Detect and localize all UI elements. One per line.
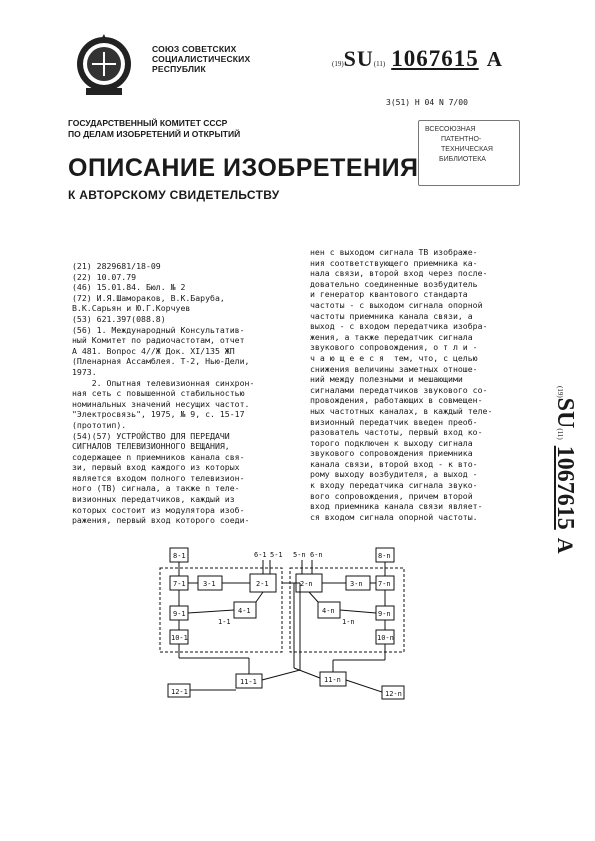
label-4-1: 4-1 (238, 607, 251, 615)
text-line: ражения, первый вход которого соеди- (72, 515, 250, 526)
label-3-n: 3-n (350, 580, 363, 588)
text-line: визионных передатчиков, каждый из (72, 494, 235, 505)
text-line: ная сеть с повышенной стабильностью (72, 388, 245, 399)
label-2-n: 2-n (300, 580, 313, 588)
text-line: торого подключен к выходу сигнала (310, 437, 473, 448)
text-line: ся входом сигнала опорной частоты. (310, 511, 478, 522)
label-7-1: 7-1 (173, 580, 186, 588)
text-line: зи, первый вход каждого из которых (72, 462, 240, 473)
text-line: довательно соединенные возбудитель (310, 278, 478, 289)
document-title: ОПИСАНИЕ ИЗОБРЕТЕНИЯ (68, 154, 419, 182)
label-2-1: 2-1 (256, 580, 269, 588)
label-8-n: 8-n (378, 552, 391, 560)
text-line: содержащее n приемников канала свя- (72, 451, 245, 462)
label-4-n: 4-n (322, 607, 335, 615)
text-line: (72) И.Я.Шамораков, В.К.Баруба, (72, 292, 225, 303)
text-line: (Пленарная Ассамблея. Т-2, Нью-Дели, (72, 356, 250, 367)
bibliographic-column (72, 261, 254, 526)
text-line: и генератор квантового стандарта (310, 289, 468, 300)
text-line: В.К.Сарьян и Ю.Г.Корчуев (72, 303, 191, 314)
text-line: ч а ю щ е е с я тем, что, с целью (310, 352, 478, 363)
label-11-n: 11-n (324, 676, 341, 684)
text-line: ного (ТВ) сигнала, а также n теле- (72, 483, 240, 494)
vertical-patent-number: (19)SU(11)1067615A (552, 386, 578, 554)
text-line: звукового сопровождения, о т л и - (310, 342, 478, 353)
text-line: ния соответствующего приемника ка- (310, 257, 478, 268)
text-line: ний между полезными и мешающими (310, 374, 463, 385)
text-line: (53) 621.397(088.8) (72, 313, 166, 324)
text-line: "Электросвязь", 1975, № 9, с. 15-17 (72, 409, 245, 420)
text-line: является входом полного телевизион- (72, 472, 245, 483)
label-9-1: 9-1 (173, 610, 186, 618)
committee-name: ГОСУДАРСТВЕННЫЙ КОМИТЕТ СССР ПО ДЕЛАМ ИЗОБРЕТЕНИЙ И ОТКРЫТИЙ (68, 118, 241, 139)
text-line: ный Комитет по радиочастотам, отчет (72, 335, 245, 346)
text-line: провождения, работающих в совмещен- (310, 395, 483, 406)
text-line: сигналами передатчиков звукового со- (310, 384, 488, 395)
text-line: СИГНАЛОВ ТЕЛЕВИЗИОННОГО ВЕЩАНИЯ, (72, 441, 230, 452)
text-line: (54)(57) УСТРОЙСТВО ДЛЯ ПЕРЕДАЧИ (72, 430, 230, 441)
label-10-n: 10-n (377, 634, 394, 642)
text-line: (21) 2829681/18-09 (72, 261, 161, 271)
label-12-1: 12-1 (171, 688, 188, 696)
text-line: нен с выходом сигнала ТВ изображе- (310, 247, 478, 257)
label-6-1: 6-1 (254, 551, 267, 559)
label-5-1: 5-1 (270, 551, 283, 559)
text-line: канала связи, второй вход - к вто- (310, 458, 478, 469)
text-line: к входу передатчика сигнала звуко- (310, 480, 478, 491)
label-6-n: 6-n (310, 551, 323, 559)
claims-column (310, 247, 492, 522)
text-line: А 481. Вопрос 4//Ж Док. XI/135 ЖП (72, 345, 235, 356)
text-line: которых состоит из модулятора изоб- (72, 504, 245, 515)
text-line: вого сопровождения, причем второй (310, 490, 473, 501)
label-10-1: 10-1 (171, 634, 188, 642)
patent-identifier: (19)SU(11) 1067615 A (332, 46, 502, 71)
text-line: частоты приемника канала связи, а (310, 310, 473, 321)
library-stamp: ВСЕСОЮЗНАЯ ПАТЕНТНО-ТЕХНИЧЕСКАЯ БИБЛИОТЕКА (418, 120, 520, 186)
text-line: 2. Опытная телевизионная синхрон- (72, 377, 255, 388)
label-3-1: 3-1 (203, 580, 216, 588)
label-5-n: 5-n (293, 551, 306, 559)
text-line: снижения величины заметных отноше- (310, 363, 478, 374)
text-line: (46) 15.01.84. Бюл. № 2 (72, 282, 186, 293)
label-8-1: 8-1 (173, 552, 186, 560)
text-line: (22) 10.07.79 (72, 271, 137, 282)
text-line: (прототип). (72, 419, 127, 430)
text-line: частоты - с выходом сигнала опорной (310, 299, 483, 310)
label-11-1: 11-1 (240, 678, 257, 686)
text-line: рому выходу возбудителя, а выход - (310, 469, 478, 480)
text-line: вход приемника канала связи являет- (310, 501, 483, 512)
text-line: звукового сопровождения приемника (310, 448, 473, 459)
text-line: разователь частоты, первый вход ко- (310, 427, 483, 438)
label-12-n: 12-n (385, 690, 402, 698)
ipc-class: 3(51) Н 04 N 7/00 (386, 98, 468, 107)
label-1-n: 1-n (342, 618, 355, 626)
country-name: СОЮЗ СОВЕТСКИХ СОЦИАЛИСТИЧЕСКИХ РЕСПУБЛИК (152, 44, 251, 74)
label-7-n: 7-n (378, 580, 391, 588)
text-line: ных частотных каналах, в каждый теле- (310, 405, 493, 416)
document-subtitle: К АВТОРСКОМУ СВИДЕТЕЛЬСТВУ (68, 188, 280, 202)
text-line: жения, а также передатчик сигнала (310, 331, 473, 342)
text-line: нала связи, второй вход через после- (310, 268, 488, 279)
block-diagram (130, 540, 540, 710)
text-line: визионный передатчик введен преоб- (310, 416, 478, 427)
text-line: (56) 1. Международный Консультатив- (72, 324, 245, 335)
state-emblem-icon (66, 30, 142, 98)
text-line: 1973. (72, 366, 97, 377)
label-9-n: 9-n (378, 610, 391, 618)
label-1-1: 1-1 (218, 618, 231, 626)
text-line: номинальных значений несущих частот. (72, 398, 250, 409)
text-line: выход - с входом передатчика изобра- (310, 321, 488, 332)
